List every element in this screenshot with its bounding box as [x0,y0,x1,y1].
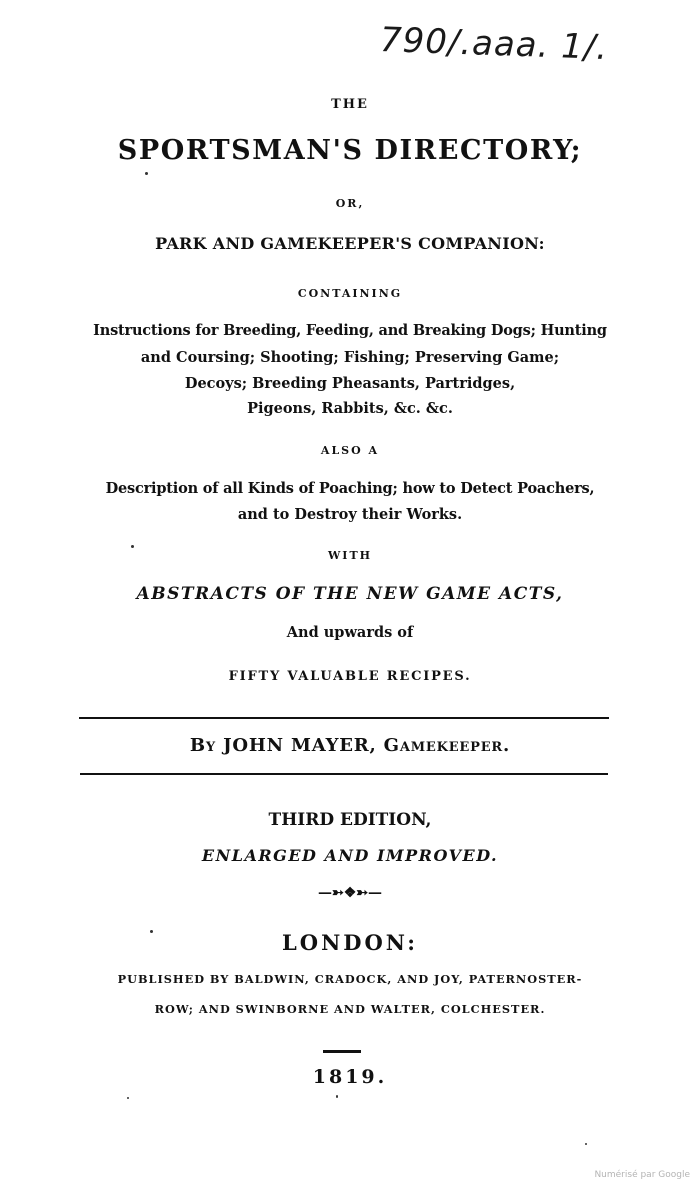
contents-line: Pigeons, Rabbits, &c. &c. [247,400,453,417]
ornament-divider: —➳❖➳— [317,885,382,901]
main-title: SPORTSMAN'S DIRECTORY; [117,135,583,166]
handwritten-shelfmark: 790/.aaa. 1/. [379,20,609,68]
containing-label: CONTAINING [297,287,403,300]
paper-speck [145,172,148,175]
imprint-publisher-line: PUBLISHED BY BALDWIN, CRADOCK, AND JOY, PATERNOSTER- [117,972,583,986]
upper-rule [79,717,609,719]
lower-rule [80,773,608,775]
with-label: WITH [327,549,373,562]
abstracts-line: ABSTRACTS OF THE NEW GAME ACTS, [136,584,564,604]
imprint-publisher-line: ROW; AND SWINBORNE AND WALTER, COLCHESTER. [154,1002,546,1016]
paper-speck [585,1143,587,1145]
imprint-city: LONDON: [282,930,418,955]
description-line: and to Destroy their Works. [237,506,463,523]
subtitle: PARK AND GAMEKEEPER'S COMPANION: [155,234,545,253]
short-rule [323,1050,361,1053]
imprint-year: 1819. [312,1066,388,1088]
paper-speck [127,1097,129,1099]
author-line: By JOHN MAYER, Gamekeeper. [189,735,511,756]
title-or: OR, [335,197,365,210]
upwards-line: And upwards of [286,624,414,641]
recipes-line: FIFTY VALUABLE RECIPES. [228,669,472,684]
contents-line: and Coursing; Shooting; Fishing; Preserving Game; [140,349,560,366]
contents-line: Instructions for Breeding, Feeding, and Breaking Dogs; Hunting [93,322,607,339]
title-the: THE [331,97,369,112]
description-line: Description of all Kinds of Poaching; how to Detect Poachers, [105,480,595,497]
enlarged-line: ENLARGED AND IMPROVED. [201,846,499,865]
paper-speck [336,1095,338,1098]
also-label: ALSO A [320,444,380,457]
edition-line: THIRD EDITION, [268,810,432,830]
contents-line: Decoys; Breeding Pheasants, Partridges, [184,375,516,392]
paper-speck [131,545,134,548]
digitization-watermark: Numérisé par Google [594,1170,690,1180]
paper-speck [150,930,153,933]
